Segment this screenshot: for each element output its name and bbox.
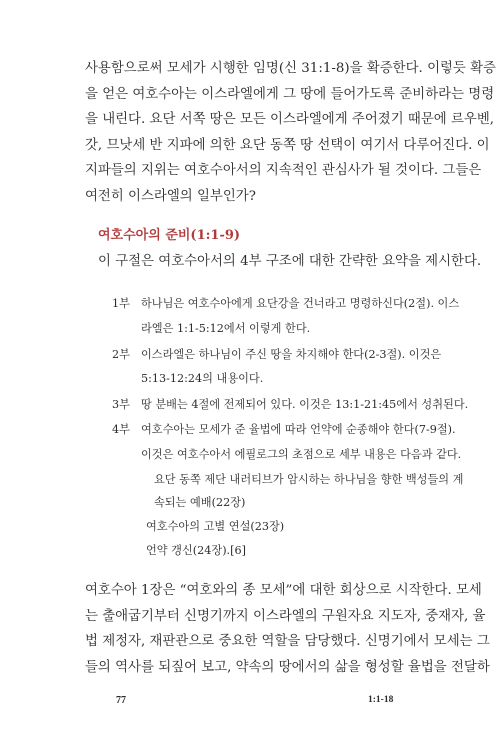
paragraph-line: 법 제정자, 재판관으로 중요한 역할을 담당했다. 신명기에서 모세는 그: [85, 634, 490, 650]
outline-part-number: 4부: [112, 423, 130, 436]
paragraph-line: 을 얻은 여호수아는 이스라엘에게 그 땅에 들어가도록 준비하라는 명령: [85, 86, 495, 102]
outline-subitem: 언약 갱신(24장).[6]: [146, 544, 246, 557]
running-head: 1:1-18: [368, 695, 394, 705]
outline-part-number: 1부: [112, 297, 130, 310]
paragraph-line: 사용함으로써 모세가 시행한 임명(신 31:1-8)을 확증한다. 이렇듯 확증: [85, 61, 496, 76]
outline-subitem: 속되는 예배(22장): [154, 496, 246, 509]
paragraph-line: 들의 역사를 되짚어 보고, 약속의 땅에서의 삶을 형성할 율법을 전달하: [85, 659, 490, 675]
section-intro: 이 구절은 여호수아서의 4부 구조에 대한 간략한 요약을 제시한다.: [98, 254, 482, 269]
outline-line: 하나님은 여호수아에게 요단강을 건너라고 명령하신다(2절). 이스: [141, 297, 460, 310]
outline-subitem: 요단 동쪽 제단 내러티브가 암시하는 하나님을 향한 백성들의 계: [154, 473, 464, 486]
outline-line: 5:13-12:24의 내용이다.: [141, 372, 264, 385]
outline-line: 라엘은 1:1-5:12에서 이렇게 한다.: [141, 322, 311, 335]
paragraph-line: 을 내린다. 요단 서쪽 땅은 모든 이스라엘에게 주어졌기 때문에 르우벤,: [85, 112, 495, 128]
outline-subitem: 여호수아의 고별 연설(23장): [146, 520, 285, 533]
outline-part-number: 3부: [112, 398, 130, 411]
outline-line: 이것은 여호수아서 에필로그의 초점으로 세부 내용은 다음과 같다.: [141, 448, 462, 461]
bottom-paragraph: [85, 578, 490, 680]
outline-line: 여호수아는 모세가 준 율법에 따라 언약에 순종해야 한다(7-9절).: [141, 423, 456, 436]
paragraph-line: 갓, 므낫세 반 지파에 의한 요단 동쪽 땅 선택이 여기서 다루어진다. 이: [85, 137, 490, 153]
top-paragraph: [85, 56, 496, 210]
paragraph-line: 여호수아 1장은 “여호와의 종 모세”에 대한 회상으로 시작한다. 모세: [85, 583, 482, 598]
outline-part-number: 2부: [112, 348, 130, 361]
page-number: 77: [116, 695, 126, 706]
paragraph-line: 여전히 이스라엘의 일부인가?: [85, 188, 256, 204]
paragraph-line: 지파들의 지위는 여호수아서의 지속적인 관심사가 될 것이다. 그들은: [85, 163, 482, 179]
outline-line: 이스라엘은 하나님이 주신 땅을 차지해야 한다(2-3절). 이것은: [141, 348, 442, 361]
outline-line: 땅 분배는 4절에 전제되어 있다. 이것은 13:1-21:45에서 성취된다.: [141, 398, 469, 411]
paragraph-line: 는 출애굽기부터 신명기까지 이스라엘의 구원자요 지도자, 중재자, 율: [85, 608, 486, 624]
section-heading: 여호수아의 준비(1:1-9): [98, 228, 241, 243]
